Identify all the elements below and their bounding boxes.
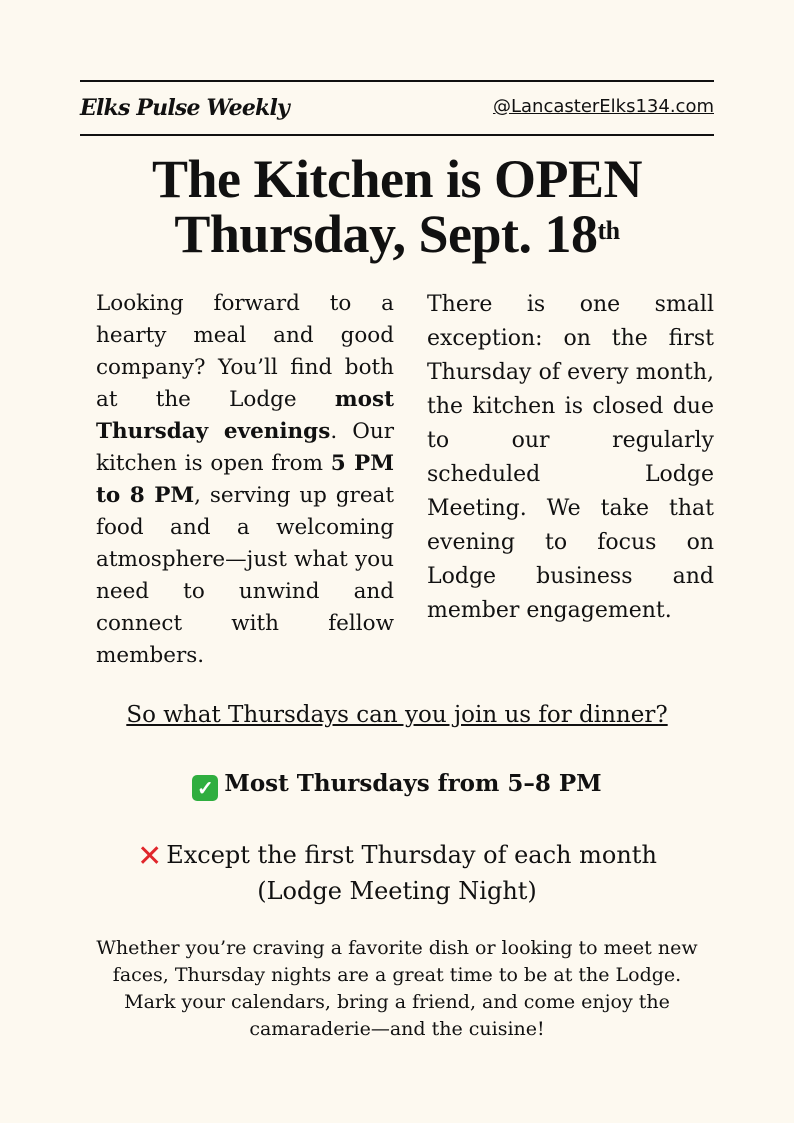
publication-name: Elks Pulse Weekly — [80, 95, 290, 121]
masthead — [80, 90, 714, 130]
page-title — [80, 149, 714, 264]
top-divider — [80, 80, 714, 82]
open-thursdays-text: Most Thursdays from 5–8 PM — [224, 770, 602, 797]
left-text-2: . Our kitchen is open from — [96, 419, 394, 476]
cross-mark-icon: ✕ — [137, 839, 163, 874]
left-text-3: , serving up great food and a welcoming atmosphere—just what you need to unwind and connect with fellow members. — [96, 483, 394, 668]
right-column-text: There is one small exception: on the first Thursday of every month, the kitchen is closed due to our regularly scheduled Lodge Meeting. We take that evening to focus on Lodge business and member engagement. — [427, 292, 714, 623]
open-thursdays-line — [0, 770, 794, 801]
closed-thursdays-note: (Lodge Meeting Night) — [257, 877, 537, 905]
website-link[interactable]: @LancasterElks134.com — [492, 96, 714, 117]
headline-date: Thursday, Sept. 18 — [174, 204, 598, 264]
headline-line-1: The Kitchen is OPEN — [151, 149, 643, 209]
closing-paragraph: Whether you’re craving a favorite dish or looking to meet new faces, Thursday nights are a great time to be at the Lodge. Mark your calendars, bring a friend, and come enjoy the camaraderie—and the cuisine! — [96, 937, 698, 1040]
dinner-question: So what Thursdays can you join us for dinner? — [126, 702, 668, 728]
closed-thursdays-line — [0, 838, 794, 908]
headline-line-2 — [80, 204, 714, 264]
masthead-divider — [80, 134, 714, 136]
left-bold-1: most Thursday evenings — [96, 387, 394, 444]
left-bold-2: 5 PM to 8 PM — [96, 451, 394, 508]
headline-date-suffix: th — [597, 216, 620, 245]
left-text-1: Looking forward to a hearty meal and good company? You’ll find both at the Lodge — [96, 291, 394, 412]
check-mark-icon: ✓ — [192, 775, 218, 801]
closed-thursdays-text: Except the first Thursday of each month — [166, 841, 657, 869]
left-column-text — [96, 288, 394, 672]
